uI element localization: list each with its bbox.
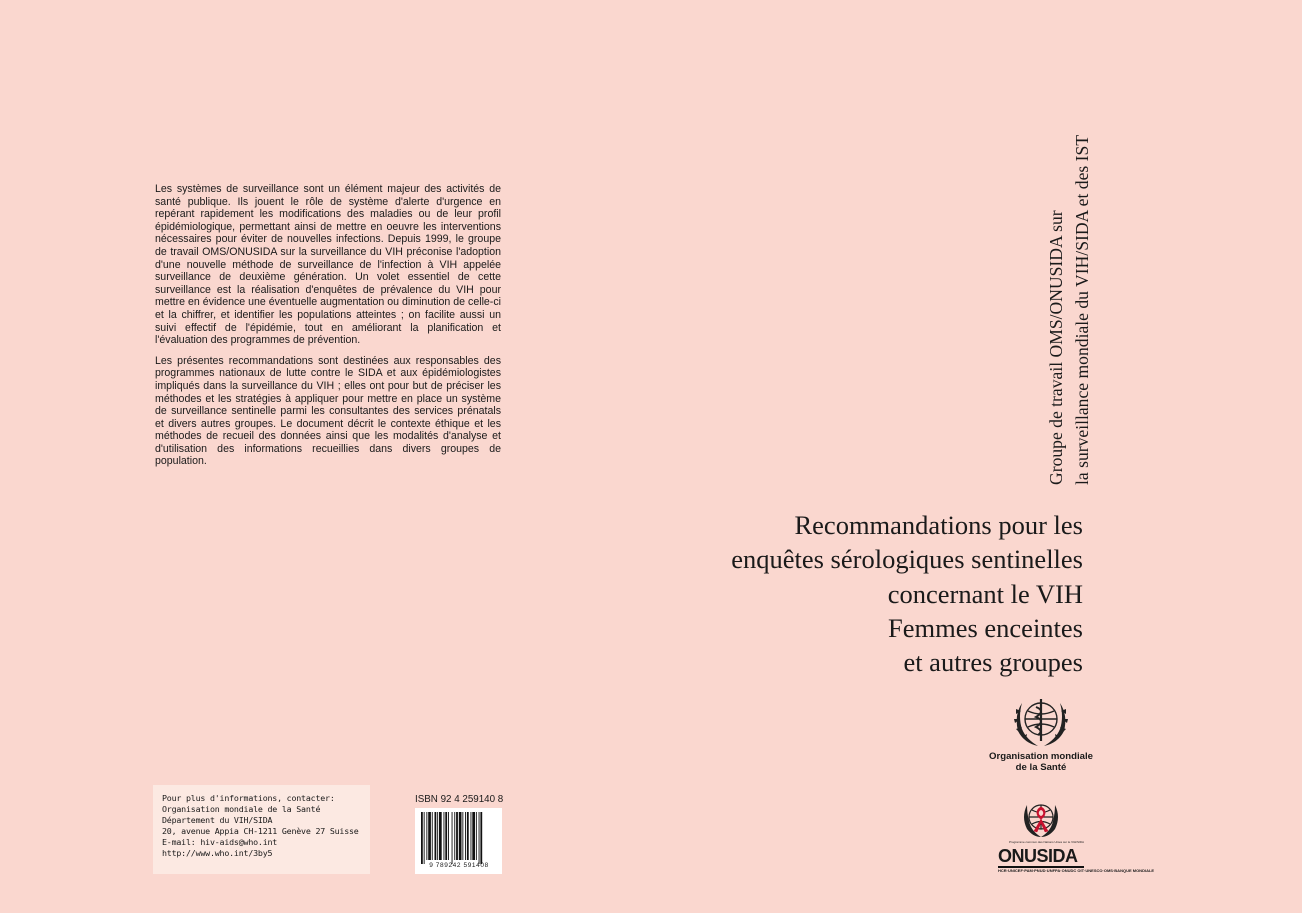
barcode-bar xyxy=(421,812,423,864)
title-line-1: Recommandations pour les xyxy=(794,510,1083,540)
title-line-2: enquêtes sérologiques sentinelles xyxy=(731,544,1083,575)
contact-line-email[interactable]: E-mail: hiv-aids@who.int xyxy=(162,837,278,848)
barcode-bar xyxy=(480,812,482,864)
barcode-bar xyxy=(454,812,455,860)
barcode-bar xyxy=(445,812,447,860)
barcode-bar xyxy=(432,812,433,860)
isbn-label: ISBN 92 4 259140 8 xyxy=(415,794,504,805)
title-line-3: concernant le VIH xyxy=(887,578,1083,609)
spine-line-1: Groupe de travail OMS/ONUSIDA sur xyxy=(1046,210,1066,485)
barcode-bar xyxy=(456,812,458,860)
barcode-bar xyxy=(465,812,466,860)
who-name-line-1: Organisation mondiale xyxy=(989,751,1093,762)
barcode-bar xyxy=(471,812,472,860)
cover-title xyxy=(663,508,1083,679)
barcode-bar xyxy=(428,812,431,860)
summary-paragraph-1: Les systèmes de surveillance sont un élément majeur des activités de santé publique. Ils jouent le rôle de système d'alerte d'urgence en repérant rapidement les modifications des maladies ou de leur profil épidémiologique, permettant ainsi de mettre en oeuvre les interventions nécessaires pour éviter de nouvelles infections. Depuis 1999, le groupe de travail OMS/ONUSIDA sur la surveillance du VIH préconise l'adoption d'une nouvelle méthode de surveillance de l'infection à VIH appelée surveillance de deuxième génération. Un volet essentiel de cette surveillance est la réalisation d'enquêtes de prévalence du VIH pour mettre en évidence une éventuelle augmentation ou diminution de celle-ci et la chiffrer, et identifier les populations atteintes ; on facilite aussi un suivi effectif de l'épidémie, tout en améliorant la planification et l'évaluation des programmes de prévention. xyxy=(155,183,501,347)
barcode-bar xyxy=(439,812,442,860)
unaids-emblem-icon xyxy=(1019,797,1063,839)
barcode-bar xyxy=(462,812,463,860)
barcode xyxy=(415,808,502,874)
unaids-programme-line: Programme commun des Nations Unies sur le VIH/SIDA xyxy=(1008,840,1084,844)
back-cover-summary xyxy=(155,183,501,476)
barcode-bar xyxy=(476,812,477,860)
contact-line-address: 20, avenue Appia CH-1211 Genève 27 Suisse xyxy=(162,826,359,837)
title-line-5: et autres groupes xyxy=(903,647,1083,678)
barcode-bar xyxy=(479,812,480,864)
summary-paragraph-2: Les présentes recommandations sont destinées aux responsables des programmes nationaux de lutte contre le SIDA et aux épidémiologistes impliqués dans la surveillance du VIH ; elles ont pour but de préciser les méthodes et les stratégies à appliquer pour mettre en place un système de surveillance sentinelle parmi les consultantes des services prénatals et divers autres groupes. Le document décrit le contexte éthique et les méthodes de recueil des données ainsi que les modalités d'analyse et d'utilisation des informations recueillies dans divers groupes de population. xyxy=(155,354,501,468)
barcode-bar xyxy=(444,812,445,860)
barcode-bar xyxy=(437,812,438,860)
contact-line-heading: Pour plus d'informations, contacter: xyxy=(162,793,335,803)
barcode-digits: 9 789242 591408 xyxy=(429,862,489,869)
barcode-bar xyxy=(426,812,427,860)
who-name-line-2: de la Santé xyxy=(1015,761,1067,773)
contact-line-org: Organisation mondiale de la Santé xyxy=(162,804,321,815)
barcode-bar xyxy=(452,812,453,864)
who-emblem-icon xyxy=(1008,691,1074,751)
spine-line-2: la surveillance mondiale du VIH/SIDA et des IST xyxy=(1072,134,1092,485)
who-name xyxy=(975,752,1107,773)
contact-line-dept: Département du VIH/SIDA xyxy=(162,815,273,826)
spine-title xyxy=(1043,95,1093,485)
barcode-bar xyxy=(448,812,449,860)
title-line-4: Femmes enceintes xyxy=(887,612,1083,643)
barcode-bar xyxy=(424,812,425,864)
barcode-bars xyxy=(415,808,502,864)
contact-line-url[interactable]: http://www.who.int/3by5 xyxy=(162,848,273,859)
barcode-bar xyxy=(459,812,462,860)
barcode-bar xyxy=(472,812,475,860)
barcode-bar xyxy=(467,812,469,860)
unaids-cosponsors: HCR·UNICEF·PAM·PNUD·UNFPA·ONUDC OIT·UNESCO·OMS·BANQUE MONDIALE xyxy=(998,868,1155,873)
unaids-wordmark: ONUSIDA xyxy=(998,846,1078,866)
barcode-bar xyxy=(435,812,437,860)
contact-box xyxy=(153,785,370,874)
